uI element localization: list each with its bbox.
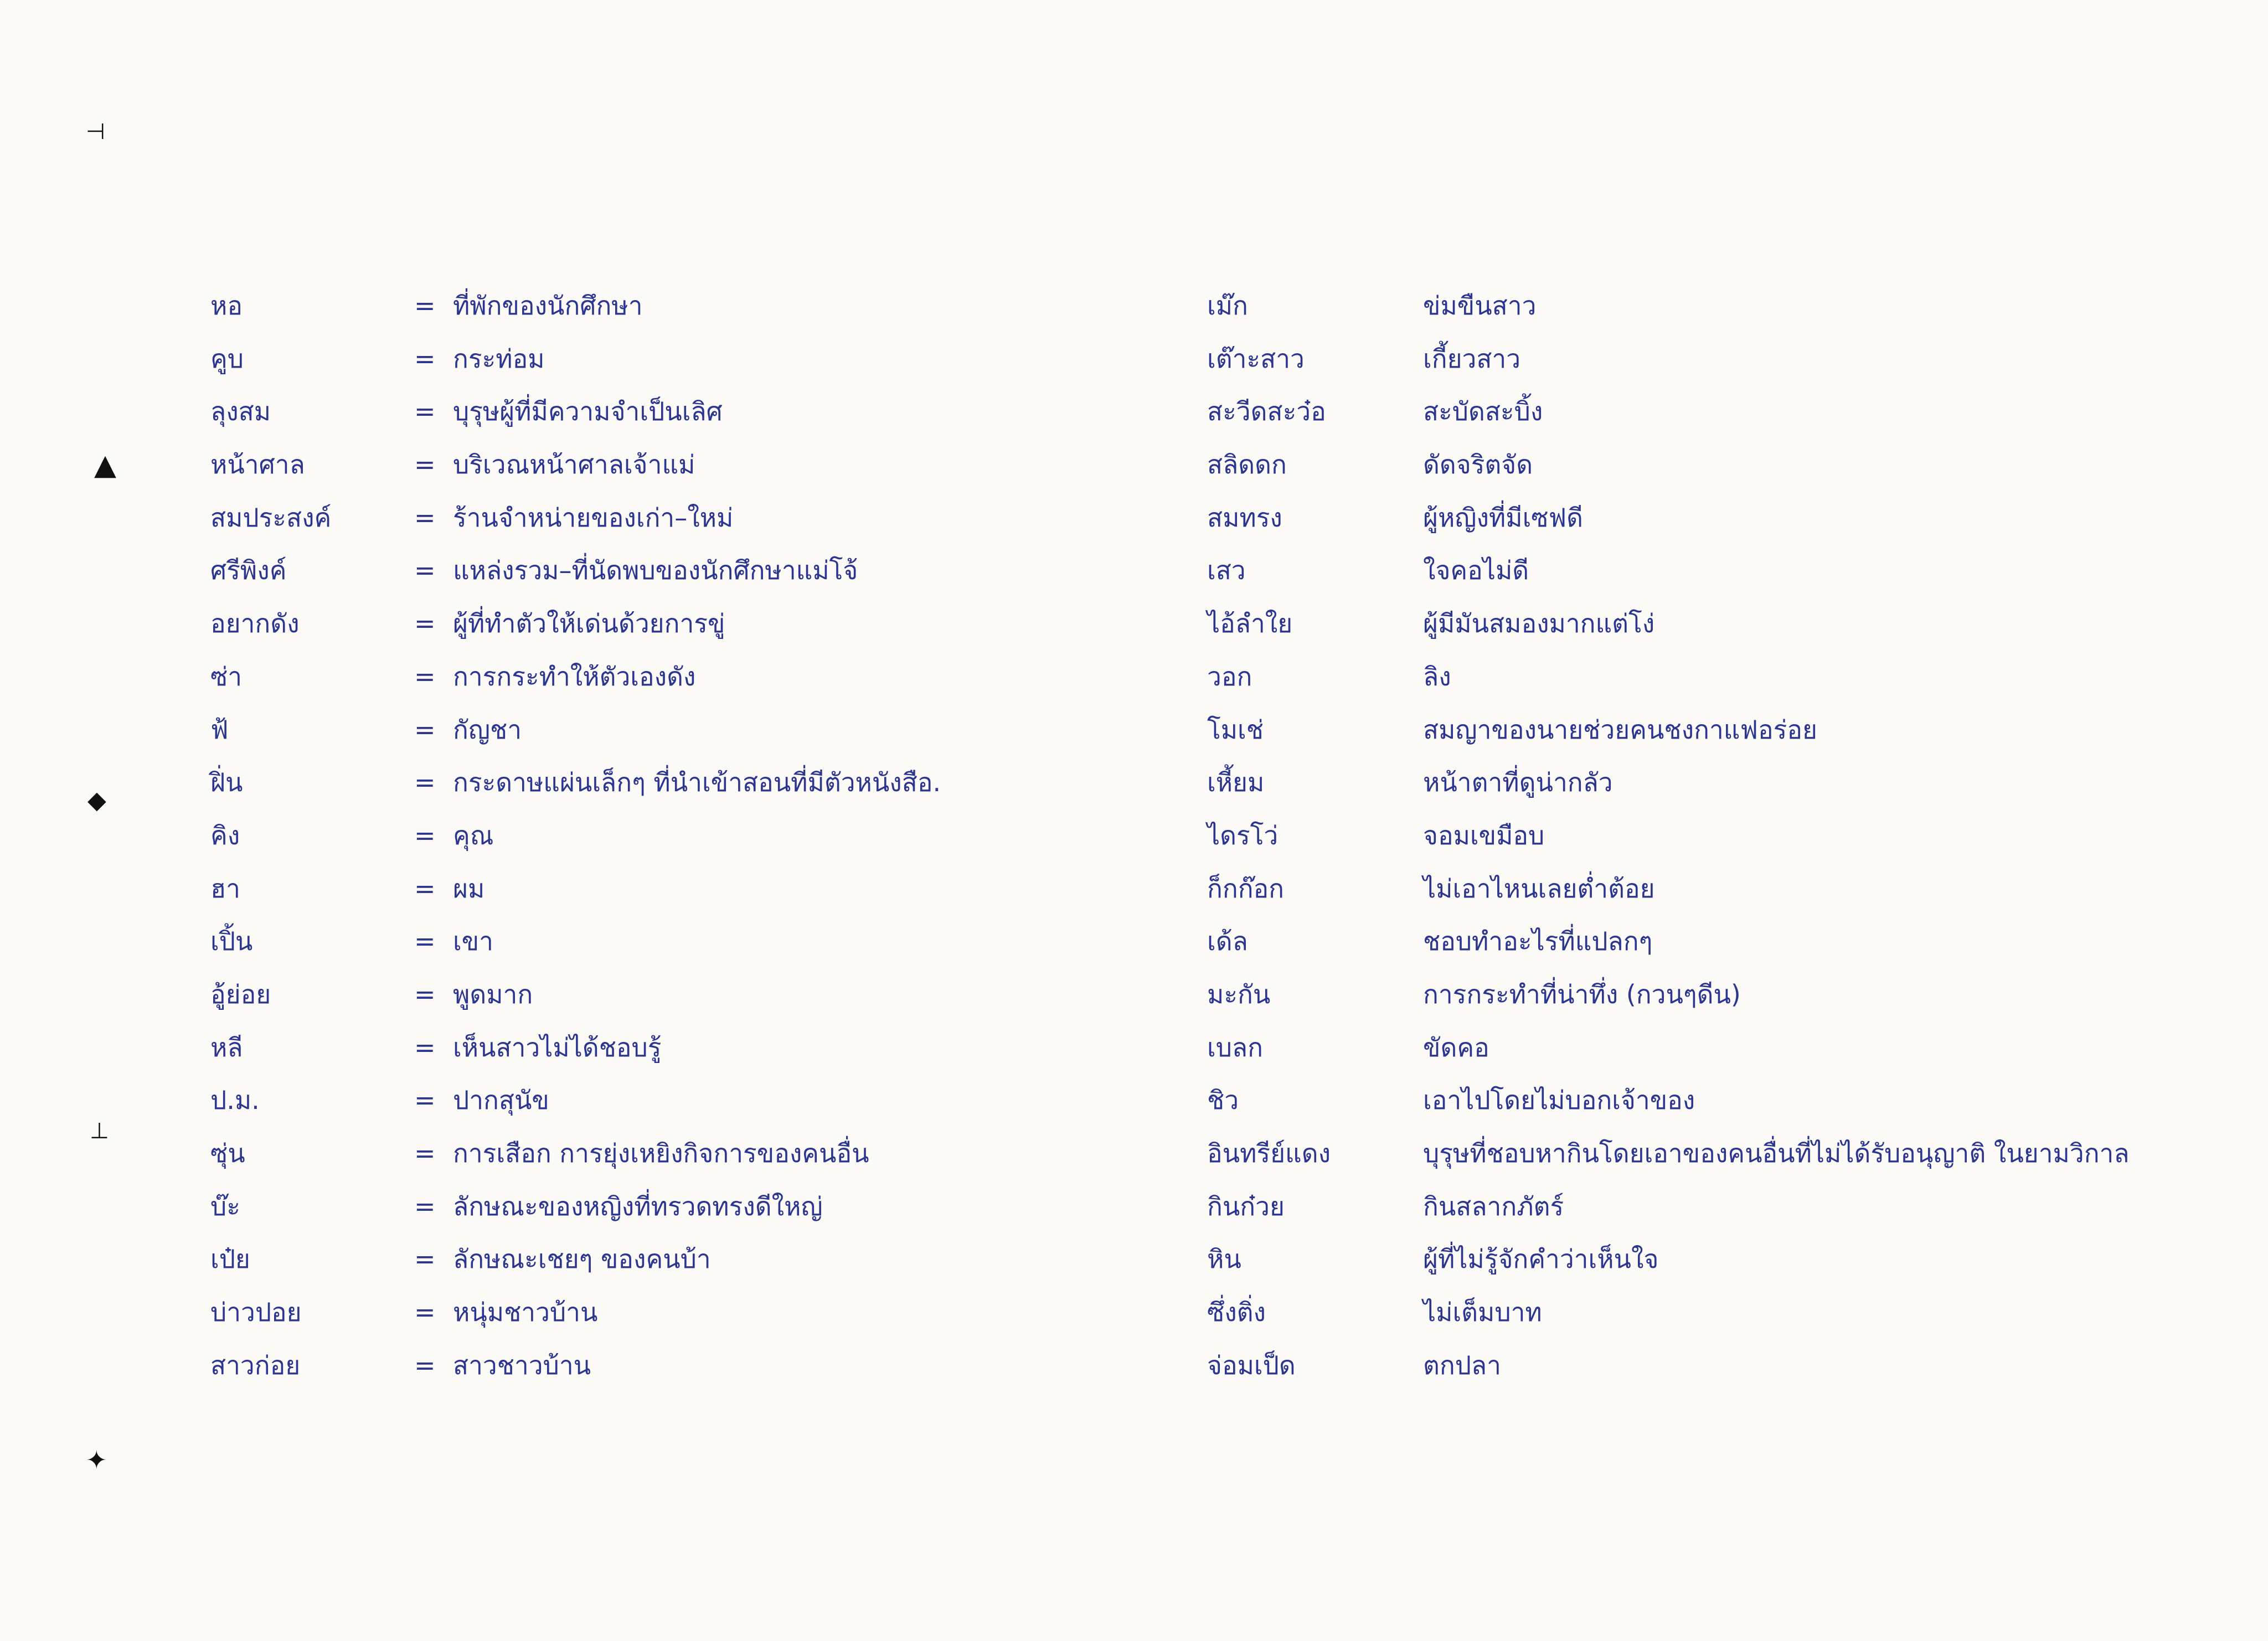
entry-term: กินก๋วย [1207,1191,1285,1221]
entry-term: ก็กก๊อก [1207,873,1285,904]
entry-definition: ข่มขืนสาว [1423,291,1537,321]
entry-term: หอ [210,291,243,321]
equals-sign: = [414,767,436,798]
entry-definition: หน้าตาที่ดูน่ากลัว [1423,767,1613,798]
entry-definition: การเสือก การยุ่งเหยิงกิจการของคนอื่น [453,1138,869,1168]
entry-term: วอก [1207,661,1252,692]
entry-term: หน้าศาล [210,450,305,480]
entry-definition: ใจคอไม่ดี [1423,555,1529,586]
entry-term: สมทรง [1207,502,1282,533]
equals-sign: = [414,714,436,745]
entry-definition: ไม่เอาไหนเลยต่ำต้อย [1423,873,1655,904]
entry-definition: สาวชาวบ้าน [453,1350,591,1380]
entry-term: อู้ย่อย [210,979,271,1009]
entry-term: อินทรีย์แดง [1207,1138,1331,1168]
entry-definition: คุณ [453,820,494,850]
entry-term: ซุ่น [210,1138,245,1168]
entry-term: เบลก [1207,1032,1263,1062]
equals-sign: = [414,873,436,904]
entry-term: อยากดัง [210,608,300,639]
entry-definition: บริเวณหน้าศาลเจ้าแม่ [453,450,695,480]
punch-mark: ◆ [87,786,106,814]
equals-sign: = [414,608,436,639]
equals-sign: = [414,450,436,480]
entry-definition: กระดาษแผ่นเล็กๆ ที่นำเข้าสอนที่มีตัวหนังสือ. [453,767,941,798]
entry-term: เด้ล [1207,926,1248,957]
entry-term: มะกัน [1207,979,1271,1009]
entry-term: เม๊ก [1207,291,1248,321]
punch-mark: ▲ [94,448,116,482]
entry-definition: การกระทำให้ตัวเองดัง [453,661,696,692]
equals-sign: = [414,1032,436,1062]
entry-term: ฟ้ [210,714,229,745]
punch-mark: ✦ [86,1445,107,1475]
entry-definition: ร้านจำหน่ายของเก่า–ใหม่ [453,502,734,533]
entry-term: หิน [1207,1244,1241,1274]
entry-definition: ที่พักของนักศึกษา [453,291,643,321]
entry-definition: เอาไปโดยไม่บอกเจ้าของ [1423,1085,1695,1116]
equals-sign: = [414,979,436,1009]
entry-definition: เห็นสาวไม่ได้ชอบรู้ [453,1032,662,1062]
entry-term: ป.ม. [210,1085,260,1116]
punch-mark: ⊣ [86,119,105,145]
entry-definition: จอมเขมือบ [1423,820,1545,850]
entry-definition: หนุ่มชาวบ้าน [453,1297,598,1328]
entry-term: ชิว [1207,1085,1239,1116]
entry-term: โมเช่ [1207,714,1264,745]
entry-definition: เขา [453,926,493,957]
entry-term: คิง [210,820,240,850]
entry-term: ฝิ่น [210,767,243,798]
entry-term: ศรีพิงค์ [210,555,287,586]
equals-sign: = [414,1138,436,1168]
entry-definition: ผู้มีมันสมองมากแต่โง่ [1423,608,1655,639]
equals-sign: = [414,820,436,850]
entry-term: เป๋ย [210,1244,250,1274]
entry-term: จ่อมเป็ด [1207,1350,1296,1380]
entry-definition: ขัดคอ [1423,1032,1489,1062]
entry-term: ฮา [210,873,240,904]
entry-term: หลี [210,1032,243,1062]
entry-definition: บุรุษที่ชอบหากินโดยเอาของคนอื่นที่ไม่ได้รับอนุญาติ ในยามวิกาล [1423,1138,2130,1168]
entry-term: เหี้ยม [1207,767,1265,798]
equals-sign: = [414,555,436,586]
entry-term: สาวก่อย [210,1350,301,1380]
entry-definition: บุรุษผู้ที่มีความจำเป็นเลิศ [453,396,723,427]
entry-definition: กระท่อม [453,343,545,374]
entry-definition: ดัดจริตจัด [1423,450,1533,480]
entry-definition: การกระทำที่น่าทึ่ง (กวนๆดีน) [1423,979,1741,1009]
entry-definition: สมญาของนายช่วยคนชงกาแฟอร่อย [1423,714,1817,745]
entry-definition: ไม่เต็มบาท [1423,1297,1542,1328]
entry-definition: กัญชา [453,714,522,745]
entry-term: ไอ้ลำใย [1207,608,1293,639]
equals-sign: = [414,1085,436,1116]
equals-sign: = [414,1244,436,1274]
entry-term: บ่าวปอย [210,1297,302,1328]
entry-term: เต๊าะสาว [1207,343,1305,374]
entry-definition: ลักษณะของหญิงที่ทรวดทรงดีใหญ่ [453,1191,823,1221]
entry-definition: ผู้หญิงที่มีเซฟดี [1423,502,1583,533]
equals-sign: = [414,926,436,957]
entry-term: คูบ [210,343,244,374]
entry-term: เปิ้น [210,926,253,957]
entry-term: ซึ่งติ่ง [1207,1297,1266,1328]
equals-sign: = [414,1350,436,1380]
entry-definition: ปากสุนัข [453,1085,549,1116]
entry-definition: ผู้ที่ไม่รู้จักคำว่าเห็นใจ [1423,1244,1659,1274]
entry-definition: แหล่งรวม–ที่นัดพบของนักศึกษาแม่โจ้ [453,555,858,586]
equals-sign: = [414,661,436,692]
punch-mark: ⊥ [90,1118,109,1144]
entry-definition: ผม [453,873,485,904]
entry-term: ไดรโว่ [1207,820,1279,850]
entry-definition: ตกปลา [1423,1350,1501,1380]
entry-term: ซ่า [210,661,243,692]
entry-definition: กินสลากภัตร์ [1423,1191,1564,1221]
entry-definition: ชอบทำอะไรที่แปลกๆ [1423,926,1653,957]
entry-term: สลิดดก [1207,450,1287,480]
entry-definition: พูดมาก [453,979,533,1009]
entry-definition: เกี้ยวสาว [1423,343,1521,374]
equals-sign: = [414,1297,436,1328]
entry-definition: ลิง [1423,661,1451,692]
entry-definition: สะบัดสะบิ้ง [1423,396,1543,427]
equals-sign: = [414,291,436,321]
entry-term: บ๊ะ [210,1191,240,1221]
entry-term: ลุงสม [210,396,271,427]
entry-term: เสว [1207,555,1246,586]
equals-sign: = [414,502,436,533]
entry-term: สะวีดสะว๋อ [1207,396,1326,427]
equals-sign: = [414,1191,436,1221]
entry-term: สมประสงค์ [210,502,332,533]
equals-sign: = [414,396,436,427]
entry-definition: ลักษณะเชยๆ ของคนบ้า [453,1244,711,1274]
equals-sign: = [414,343,436,374]
entry-definition: ผู้ที่ทำตัวให้เด่นด้วยการขู่ [453,608,725,639]
